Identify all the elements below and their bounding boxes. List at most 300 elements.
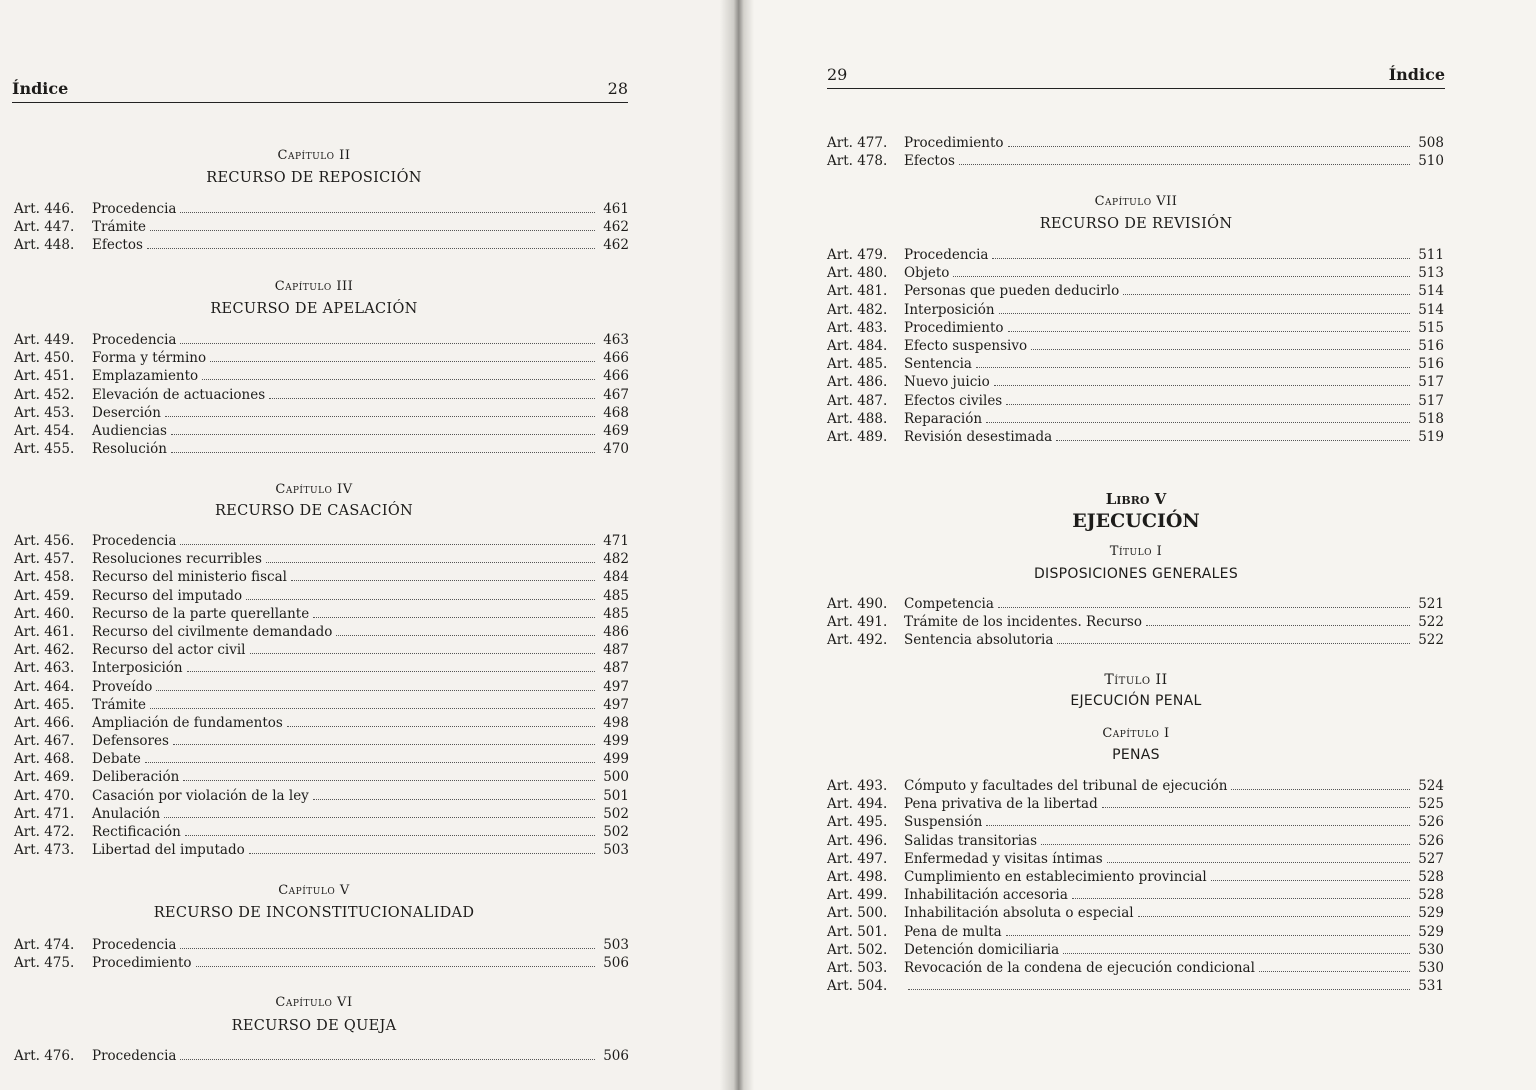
toc-entry bbox=[14, 422, 629, 440]
toc-entry bbox=[827, 923, 1444, 941]
dot-leader bbox=[976, 355, 1410, 368]
toc-entry bbox=[14, 404, 629, 422]
entry-page-number: 499 bbox=[603, 751, 629, 768]
toc-entry bbox=[14, 696, 629, 714]
dot-leader bbox=[1006, 923, 1410, 936]
page-number: 28 bbox=[607, 79, 628, 98]
toc-entry bbox=[827, 152, 1444, 170]
article-number: Art. 453. bbox=[14, 404, 75, 421]
entry-list bbox=[827, 595, 1444, 650]
entry-page-number: 530 bbox=[1418, 959, 1444, 976]
toc-entry bbox=[827, 813, 1444, 831]
toc-entry bbox=[827, 832, 1444, 850]
article-title: Elevación de actuaciones bbox=[92, 386, 266, 403]
dot-leader bbox=[165, 404, 595, 417]
entry-page-number: 514 bbox=[1418, 283, 1444, 300]
article-title: Interposición bbox=[904, 301, 995, 318]
entry-page-number: 463 bbox=[603, 332, 629, 348]
dot-leader bbox=[1146, 613, 1410, 626]
entry-page-number: 487 bbox=[603, 642, 629, 659]
article-title: Ampliación de fundamentos bbox=[92, 714, 283, 731]
title-heading: EJECUCIÓN PENAL bbox=[1070, 693, 1202, 709]
article-title: Interposición bbox=[92, 660, 183, 677]
dot-leader bbox=[180, 331, 595, 344]
article-title: Forma y término bbox=[92, 350, 207, 367]
entry-page-number: 513 bbox=[1418, 265, 1444, 282]
article-number: Art. 485. bbox=[827, 356, 888, 373]
article-title: Recurso del actor civil bbox=[92, 642, 246, 659]
article-title: Cómputo y facultades del tribunal de ejecución bbox=[904, 778, 1228, 794]
article-number: Art. 488. bbox=[827, 410, 888, 427]
dot-leader bbox=[173, 732, 595, 745]
dot-leader bbox=[180, 200, 595, 213]
article-number: Art. 500. bbox=[827, 905, 888, 922]
article-title: Reparación bbox=[904, 410, 983, 427]
article-title: Emplazamiento bbox=[92, 368, 199, 385]
dot-leader bbox=[1123, 282, 1410, 295]
toc-entry bbox=[827, 337, 1444, 355]
entry-page-number: 517 bbox=[1418, 392, 1444, 409]
article-number: Art. 491. bbox=[827, 614, 888, 631]
entry-page-number: 518 bbox=[1418, 410, 1444, 427]
article-title: Nuevo juicio bbox=[904, 374, 990, 391]
article-number: Art. 501. bbox=[827, 923, 888, 940]
article-number: Art. 472. bbox=[14, 824, 75, 840]
entry-page-number: 485 bbox=[603, 587, 629, 604]
article-title: Defensores bbox=[92, 733, 169, 750]
article-title: Recurso del imputado bbox=[92, 587, 243, 604]
dot-leader bbox=[313, 787, 595, 800]
dot-leader bbox=[196, 954, 595, 967]
article-number: Art. 459. bbox=[14, 587, 75, 604]
entry-page-number: 524 bbox=[1418, 778, 1444, 794]
article-number: Art. 483. bbox=[827, 319, 888, 336]
toc-entry bbox=[14, 678, 629, 696]
article-number: Art. 455. bbox=[14, 441, 75, 458]
dot-leader bbox=[249, 841, 595, 854]
chapter-label: Capítulo III bbox=[274, 279, 354, 294]
entry-page-number: 499 bbox=[603, 733, 629, 750]
article-title: Procedencia bbox=[904, 247, 989, 263]
dot-leader bbox=[171, 440, 595, 453]
article-title: Procedencia bbox=[92, 937, 177, 953]
article-title: Recurso del civilmente demandado bbox=[92, 623, 333, 640]
article-title: Efectos bbox=[904, 153, 955, 170]
toc-entry bbox=[827, 410, 1444, 428]
chapter-label: Capítulo II bbox=[277, 148, 351, 163]
dot-leader bbox=[171, 422, 595, 435]
entry-page-number: 527 bbox=[1418, 850, 1444, 867]
toc-entry bbox=[14, 823, 629, 841]
entry-page-number: 514 bbox=[1418, 301, 1444, 318]
entry-page-number: 519 bbox=[1418, 428, 1444, 445]
dot-leader bbox=[183, 768, 595, 781]
article-title: Procedencia bbox=[92, 533, 177, 549]
article-number: Art. 477. bbox=[827, 135, 888, 151]
dot-leader bbox=[1041, 832, 1410, 845]
dot-leader bbox=[1072, 886, 1410, 899]
dot-leader bbox=[150, 218, 595, 231]
toc-entry bbox=[827, 392, 1444, 410]
toc-entry bbox=[827, 246, 1444, 264]
entry-page-number: 522 bbox=[1418, 614, 1444, 631]
entry-page-number: 526 bbox=[1418, 814, 1444, 831]
dot-leader bbox=[187, 659, 595, 672]
article-title: Pena de multa bbox=[904, 923, 1002, 940]
toc-entry bbox=[14, 568, 629, 586]
entry-page-number: 525 bbox=[1418, 796, 1444, 813]
toc-entry bbox=[827, 595, 1444, 613]
toc-entry bbox=[14, 587, 629, 605]
dot-leader bbox=[1057, 631, 1410, 644]
entry-page-number: 521 bbox=[1418, 596, 1444, 612]
toc-entry bbox=[827, 795, 1444, 813]
chapter-title: RECURSO DE QUEJA bbox=[231, 1018, 397, 1034]
dot-leader bbox=[156, 678, 595, 691]
chapter-label: Capítulo IV bbox=[275, 482, 353, 497]
dot-leader bbox=[287, 714, 595, 727]
dot-leader bbox=[1056, 428, 1410, 441]
page-number: 29 bbox=[827, 65, 848, 84]
article-title: Proveído bbox=[92, 678, 153, 695]
dot-leader bbox=[266, 550, 595, 563]
entry-page-number: 485 bbox=[603, 605, 629, 622]
toc-entry bbox=[14, 367, 629, 385]
dot-leader bbox=[1231, 777, 1410, 790]
dot-leader bbox=[145, 750, 595, 763]
toc-entry bbox=[14, 787, 629, 805]
toc-entry bbox=[14, 732, 629, 750]
article-number: Art. 486. bbox=[827, 374, 888, 391]
dot-leader bbox=[1063, 941, 1410, 954]
article-number: Art. 489. bbox=[827, 428, 888, 445]
chapter-title: RECURSO DE APELACIÓN bbox=[210, 301, 418, 317]
entry-list bbox=[14, 1047, 629, 1065]
entry-page-number: 506 bbox=[603, 1048, 629, 1064]
dot-leader bbox=[999, 301, 1410, 314]
article-title: Sentencia absolutoria bbox=[904, 632, 1054, 649]
entry-list bbox=[14, 200, 629, 255]
entry-page-number: 482 bbox=[603, 551, 629, 568]
toc-entry bbox=[827, 631, 1444, 649]
article-number: Art. 499. bbox=[827, 887, 888, 904]
article-number: Art. 480. bbox=[827, 265, 888, 282]
title-label: Título I bbox=[1109, 544, 1163, 559]
article-number: Art. 484. bbox=[827, 337, 888, 354]
toc-entry bbox=[14, 532, 629, 550]
dot-leader bbox=[250, 641, 596, 654]
dot-leader bbox=[164, 805, 595, 818]
article-title: Procedimiento bbox=[92, 955, 192, 972]
dot-leader bbox=[1031, 337, 1410, 350]
article-title: Inhabilitación accesoria bbox=[904, 887, 1068, 904]
entry-page-number: 510 bbox=[1418, 153, 1444, 170]
article-title: Procedencia bbox=[92, 1048, 177, 1064]
toc-entry bbox=[827, 868, 1444, 886]
entry-page-number: 508 bbox=[1418, 135, 1444, 151]
article-number: Art. 458. bbox=[14, 569, 75, 586]
article-number: Art. 468. bbox=[14, 751, 75, 768]
entry-page-number: 503 bbox=[603, 937, 629, 953]
article-number: Art. 446. bbox=[14, 201, 75, 217]
dot-leader bbox=[147, 236, 595, 249]
entry-page-number: 528 bbox=[1418, 887, 1444, 904]
dot-leader bbox=[210, 349, 595, 362]
dot-leader bbox=[1211, 868, 1410, 881]
chapter-label: Capítulo VI bbox=[275, 995, 353, 1010]
dot-leader bbox=[269, 386, 595, 399]
dot-leader bbox=[1008, 319, 1410, 332]
article-number: Art. 490. bbox=[827, 596, 888, 612]
article-title: Recurso de la parte querellante bbox=[92, 605, 310, 622]
article-number: Art. 461. bbox=[14, 623, 75, 640]
article-number: Art. 463. bbox=[14, 660, 75, 677]
article-title: Revisión desestimada bbox=[904, 428, 1053, 445]
chapter-label: Capítulo I bbox=[1102, 726, 1170, 741]
article-number: Art. 457. bbox=[14, 551, 75, 568]
toc-entry bbox=[14, 954, 629, 972]
entry-page-number: 467 bbox=[603, 386, 629, 403]
toc-entry bbox=[827, 777, 1444, 795]
article-title: Procedencia bbox=[92, 201, 177, 217]
article-number: Art. 502. bbox=[827, 941, 888, 958]
entry-list bbox=[14, 331, 629, 458]
article-title: Efectos bbox=[92, 237, 143, 254]
article-title: Rectificación bbox=[92, 824, 181, 840]
article-number: Art. 466. bbox=[14, 714, 75, 731]
article-number: Art. 475. bbox=[14, 955, 75, 972]
dot-leader bbox=[994, 373, 1410, 386]
toc-entry bbox=[827, 355, 1444, 373]
article-number: Art. 492. bbox=[827, 632, 888, 649]
dot-leader bbox=[992, 246, 1410, 259]
toc-entry bbox=[827, 977, 1444, 995]
article-title: Revocación de la condena de ejecución condicional bbox=[904, 959, 1255, 976]
chapter-title: RECURSO DE REVISIÓN bbox=[1039, 216, 1233, 232]
entry-page-number: 502 bbox=[603, 824, 629, 840]
article-number: Art. 494. bbox=[827, 796, 888, 813]
entry-list bbox=[827, 246, 1444, 446]
article-title: Inhabilitación absoluta o especial bbox=[904, 905, 1134, 922]
entry-page-number: 498 bbox=[603, 714, 629, 731]
article-title: Enfermedad y visitas íntimas bbox=[904, 850, 1103, 867]
dot-leader bbox=[998, 595, 1410, 608]
article-number: Art. 449. bbox=[14, 332, 75, 348]
article-number: Art. 465. bbox=[14, 696, 75, 713]
dot-leader bbox=[1008, 134, 1410, 147]
entry-page-number: 531 bbox=[1418, 978, 1444, 995]
dot-leader bbox=[336, 623, 595, 636]
entry-page-number: 511 bbox=[1418, 247, 1444, 263]
entry-list bbox=[827, 134, 1444, 170]
entry-page-number: 517 bbox=[1418, 374, 1444, 391]
article-title: Efecto suspensivo bbox=[904, 337, 1028, 354]
header-title: Índice bbox=[12, 79, 69, 98]
toc-entry bbox=[14, 641, 629, 659]
article-number: Art. 493. bbox=[827, 778, 888, 794]
article-number: Art. 471. bbox=[14, 805, 75, 822]
toc-entry bbox=[827, 850, 1444, 868]
entry-page-number: 497 bbox=[603, 696, 629, 713]
article-number: Art. 498. bbox=[827, 868, 888, 885]
article-number: Art. 496. bbox=[827, 832, 888, 849]
entry-page-number: 466 bbox=[603, 350, 629, 367]
dot-leader bbox=[953, 264, 1410, 277]
toc-entry bbox=[827, 301, 1444, 319]
article-title: Resoluciones recurribles bbox=[92, 551, 262, 568]
dot-leader bbox=[1102, 795, 1410, 808]
article-title: Efectos civiles bbox=[904, 392, 1003, 409]
article-title: Resolución bbox=[92, 441, 167, 458]
entry-page-number: 516 bbox=[1418, 356, 1444, 373]
article-number: Art. 487. bbox=[827, 392, 888, 409]
entry-list bbox=[827, 777, 1444, 995]
article-title: Casación por violación de la ley bbox=[92, 787, 309, 804]
article-title: Trámite de los incidentes. Recurso bbox=[904, 614, 1142, 631]
entry-page-number: 471 bbox=[603, 533, 629, 549]
dot-leader bbox=[313, 605, 595, 618]
dot-leader bbox=[1259, 959, 1410, 972]
dot-leader bbox=[185, 823, 595, 836]
article-title: Trámite bbox=[92, 696, 147, 713]
article-number: Art. 469. bbox=[14, 769, 75, 786]
entry-page-number: 469 bbox=[603, 422, 629, 439]
chapter-label: Capítulo VII bbox=[1094, 194, 1178, 209]
entry-page-number: 462 bbox=[603, 237, 629, 254]
article-title: Sentencia bbox=[904, 356, 972, 373]
entry-page-number: 530 bbox=[1418, 941, 1444, 958]
entry-page-number: 484 bbox=[603, 569, 629, 586]
article-title: Deliberación bbox=[92, 769, 180, 786]
book-title: EJECUCIÓN bbox=[1072, 510, 1200, 532]
entry-page-number: 468 bbox=[603, 404, 629, 421]
entry-page-number: 500 bbox=[603, 769, 629, 786]
toc-entry bbox=[14, 936, 629, 954]
article-title: Pena privativa de la libertad bbox=[904, 796, 1098, 813]
entry-page-number: 503 bbox=[603, 842, 629, 859]
toc-entry bbox=[827, 959, 1444, 977]
article-title: Trámite bbox=[92, 219, 147, 236]
article-title: Debate bbox=[92, 751, 141, 768]
article-number: Art. 460. bbox=[14, 605, 75, 622]
toc-entry bbox=[827, 941, 1444, 959]
dot-leader bbox=[150, 696, 595, 709]
article-number: Art. 452. bbox=[14, 386, 75, 403]
header-title: Índice bbox=[1388, 65, 1445, 84]
entry-page-number: 461 bbox=[603, 201, 629, 217]
toc-entry bbox=[827, 886, 1444, 904]
entry-page-number: 497 bbox=[603, 678, 629, 695]
article-title: Salidas transitorias bbox=[904, 832, 1038, 849]
entry-list bbox=[14, 532, 629, 859]
entry-page-number: 501 bbox=[603, 787, 629, 804]
entry-page-number: 487 bbox=[603, 660, 629, 677]
dot-leader bbox=[908, 977, 1410, 990]
title-label: Título II bbox=[1104, 672, 1168, 688]
article-number: Art. 481. bbox=[827, 283, 888, 300]
dot-leader bbox=[959, 152, 1410, 165]
toc-entry bbox=[827, 134, 1444, 152]
toc-entry bbox=[14, 386, 629, 404]
dot-leader bbox=[291, 568, 595, 581]
toc-entry bbox=[14, 768, 629, 786]
toc-entry bbox=[14, 331, 629, 349]
toc-entry bbox=[14, 805, 629, 823]
dot-leader bbox=[180, 936, 595, 949]
article-number: Art. 476. bbox=[14, 1048, 75, 1064]
book-label: Libro V bbox=[1105, 490, 1167, 508]
toc-entry bbox=[14, 659, 629, 677]
article-title: Recurso del ministerio fiscal bbox=[92, 569, 287, 586]
article-number: Art. 473. bbox=[14, 842, 75, 859]
article-title: Libertad del imputado bbox=[92, 842, 245, 859]
article-number: Art. 454. bbox=[14, 422, 75, 439]
dot-leader bbox=[180, 532, 595, 545]
chapter-title: RECURSO DE CASACIÓN bbox=[214, 503, 414, 519]
article-number: Art. 497. bbox=[827, 850, 888, 867]
chapter-title: RECURSO DE INCONSTITUCIONALIDAD bbox=[153, 905, 475, 921]
entry-page-number: 515 bbox=[1418, 319, 1444, 336]
article-number: Art. 495. bbox=[827, 814, 888, 831]
entry-page-number: 529 bbox=[1418, 905, 1444, 922]
article-number: Art. 503. bbox=[827, 959, 888, 976]
article-number: Art. 450. bbox=[14, 350, 75, 367]
book-gutter bbox=[720, 0, 754, 1090]
toc-entry bbox=[14, 841, 629, 859]
toc-entry bbox=[14, 200, 629, 218]
entry-page-number: 522 bbox=[1418, 632, 1444, 649]
article-number: Art. 467. bbox=[14, 733, 75, 750]
article-number: Art. 474. bbox=[14, 937, 75, 953]
dot-leader bbox=[180, 1047, 595, 1060]
article-title: Competencia bbox=[904, 596, 994, 612]
entry-page-number: 526 bbox=[1418, 832, 1444, 849]
entry-page-number: 529 bbox=[1418, 923, 1444, 940]
running-header bbox=[827, 64, 1445, 89]
dot-leader bbox=[1138, 904, 1410, 917]
entry-list bbox=[14, 936, 629, 972]
article-number: Art. 464. bbox=[14, 678, 75, 695]
article-title: Audiencias bbox=[92, 422, 167, 439]
toc-entry bbox=[14, 440, 629, 458]
toc-entry bbox=[827, 282, 1444, 300]
toc-entry bbox=[14, 623, 629, 641]
toc-entry bbox=[14, 1047, 629, 1065]
chapter-title: RECURSO DE REPOSICIÓN bbox=[206, 170, 422, 186]
entry-page-number: 470 bbox=[603, 441, 629, 458]
entry-page-number: 486 bbox=[603, 623, 629, 640]
article-number: Art. 456. bbox=[14, 533, 75, 549]
toc-entry bbox=[14, 349, 629, 367]
dot-leader bbox=[246, 587, 595, 600]
toc-entry bbox=[827, 264, 1444, 282]
entry-page-number: 516 bbox=[1418, 337, 1444, 354]
article-title: Procedencia bbox=[92, 332, 177, 348]
running-header bbox=[12, 78, 628, 103]
chapter-label: Capítulo V bbox=[278, 883, 350, 898]
article-number: Art. 470. bbox=[14, 787, 75, 804]
article-title: Suspensión bbox=[904, 814, 983, 831]
toc-entry bbox=[827, 904, 1444, 922]
toc-entry bbox=[14, 714, 629, 732]
toc-entry bbox=[14, 605, 629, 623]
article-title: Personas que pueden deducirlo bbox=[904, 283, 1120, 300]
entry-page-number: 502 bbox=[603, 805, 629, 822]
article-number: Art. 447. bbox=[14, 219, 75, 236]
left-page bbox=[0, 0, 735, 1090]
dot-leader bbox=[202, 367, 595, 380]
article-number: Art. 462. bbox=[14, 642, 75, 659]
